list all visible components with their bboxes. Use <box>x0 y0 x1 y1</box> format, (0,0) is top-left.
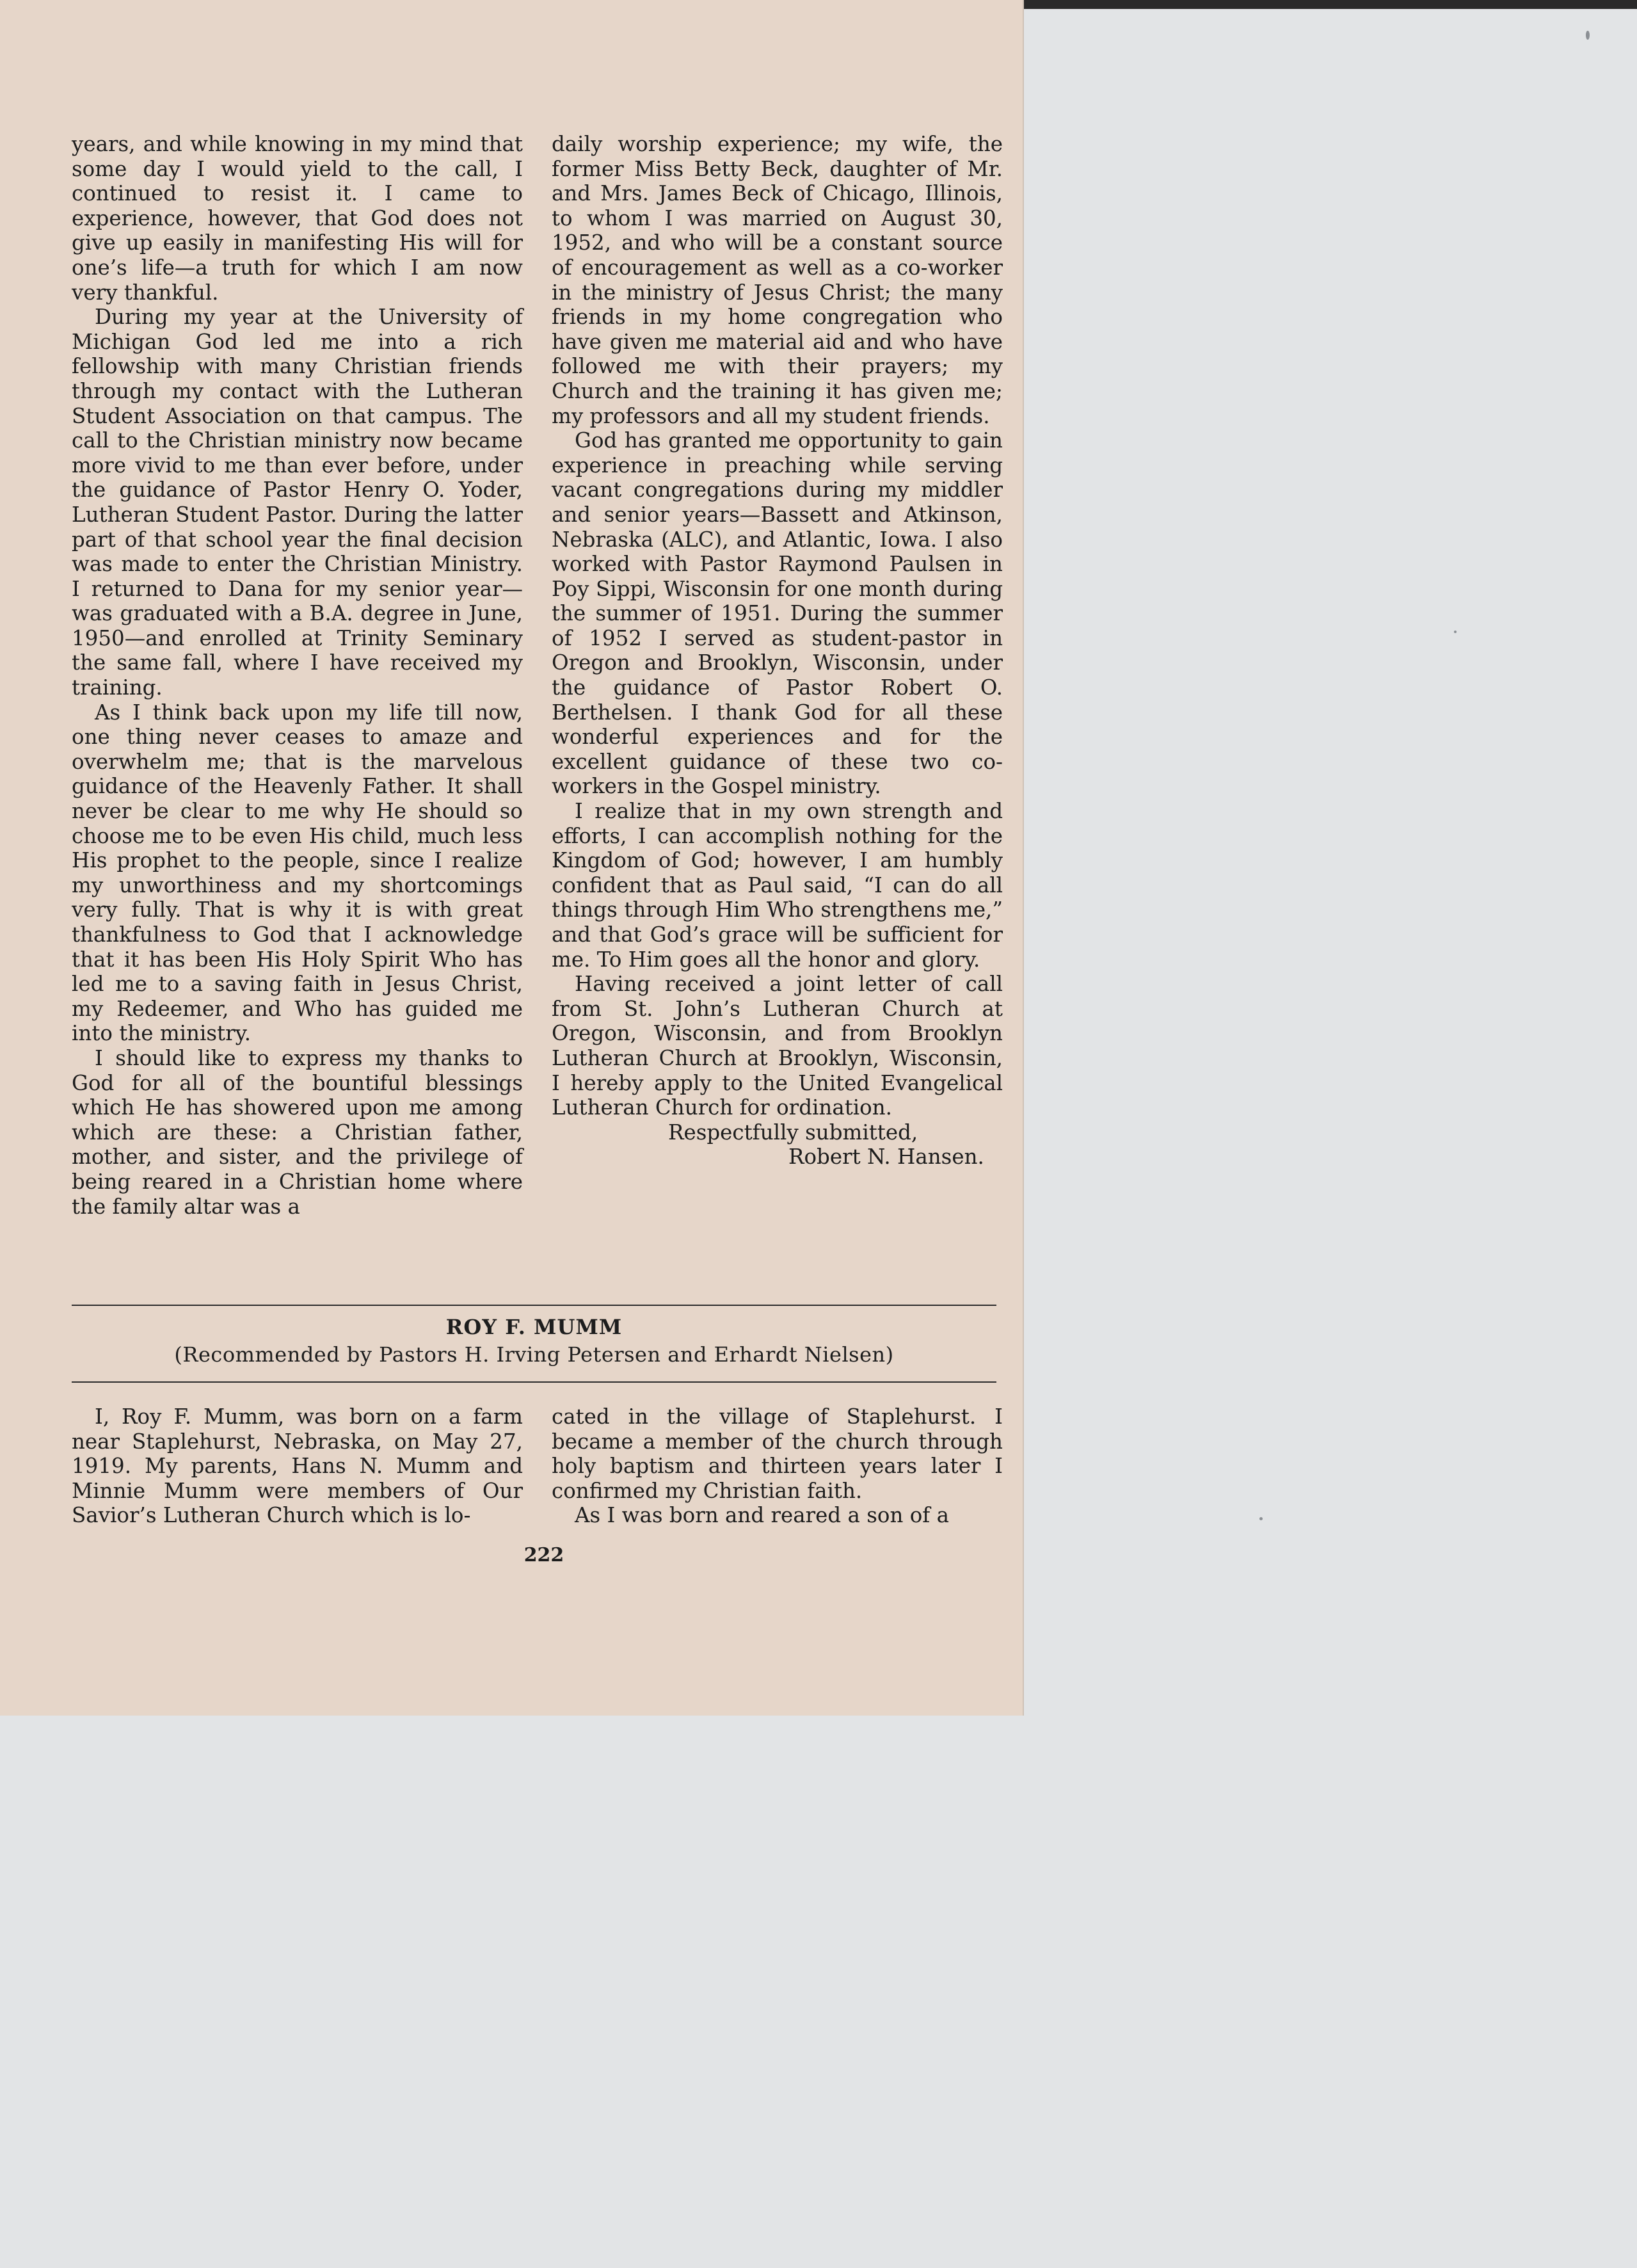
paragraph: I realize that in my own strength and efforts, I can accomplish nothing for the Kingdom of God; however, I am humbly confident that as Paul said, “I can do all things through Him Who strengthens me,” and that God’s grace will be sufficient for me. To Him goes all the honor and glory. <box>552 799 1003 972</box>
closing-text: Respectfully submitted, <box>668 1120 918 1145</box>
paragraph: Having received a joint letter of call from St. John’s Lutheran Church at Oregon, Wisconsin, and from Brooklyn Lutheran Church at Brooklyn, Wisconsin, I hereby apply to the United Evangelical Lutheran Church for ordination. <box>552 972 1003 1120</box>
paragraph: I should like to express my thanks to God for all of the bountiful blessings which He has showered upon me among which are these: a Christian father, mother, and sister, and the privilege of being reared in a Christian home where the family altar was a <box>72 1045 523 1219</box>
right-column-bottom <box>552 1404 1003 1528</box>
left-column-top <box>72 132 523 1219</box>
signature-block <box>552 1120 1003 1170</box>
paragraph: As I think back upon my life till now, one thing never ceases to amaze and overwhelm me; that is the marvelous guidance of the Heavenly Father. It shall never be clear to me why He should so choose me to be even His child, much less His prophet to the people, since I realize my unworthiness and my shortcomings very fully. That is why it is with great thankfulness to God that I acknowledge that it has been His Holy Spirit Who has led me to a saving faith in Jesus Christ, my Redeemer, and Who has guided me into the ministry. <box>72 700 523 1046</box>
section-header <box>72 1314 996 1369</box>
right-column-top <box>552 132 1003 1170</box>
left-column-bottom <box>72 1404 523 1528</box>
paragraph: I, Roy F. Mumm, was born on a farm near Staplehurst, Nebraska, on May 27, 1919. My parents, Hans N. Mumm and Minnie Mumm were members of Our Savior’s Lutheran Church which is lo- <box>72 1404 523 1528</box>
signature-name: Robert N. Hansen. <box>788 1145 984 1170</box>
paragraph: As I was born and reared a son of a <box>575 1503 950 1528</box>
paragraph: During my year at the University of Michigan God led me into a rich fellowship with many Christian friends through my contact with the Lutheran Student Association on that campus. The call to the Christian ministry now became more vivid to me than ever before, under the guidance of Pastor Henry O. Yoder, Lutheran Student Pastor. During the latter part of that school year the final decision was made to enter the Christian Ministry. I returned to Dana for my senior year—was graduated with a B.A. degree in June, 1950—and enrolled at Trinity Seminary the same fall, where I have received my training. <box>72 305 523 700</box>
scan-speck <box>1586 31 1590 40</box>
paragraph: daily worship experience; my wife, the former Miss Betty Beck, daughter of Mr. and Mrs. James Beck of Chicago, Illinois, to whom I was married on August 30, 1952, and who will be a constant source of encouragement as well as a co-worker in the ministry of Jesus Christ; the many friends in my home congregation who have given me material aid and who have followed me with their prayers; my Church and the training it has given me; my professors and all my student friends. <box>552 132 1003 428</box>
scan-speck <box>1454 631 1457 633</box>
section-divider-top <box>72 1305 996 1306</box>
section-subtitle: (Recommended by Pastors H. Irving Petersen and Erhardt Nielsen) <box>174 1342 894 1367</box>
section-title: ROY F. MUMM <box>445 1315 623 1339</box>
paragraph: cated in the village of Staplehurst. I became a member of the church through holy baptism and thirteen years later I confirmed my Christian faith. <box>552 1404 1003 1503</box>
page-number: 222 <box>523 1544 564 1566</box>
paragraph: years, and while knowing in my mind that some day I would yield to the call, I continued to resist it. I came to experience, however, that God does not give up easily in manifesting His will for one’s life—a truth for which I am now very thankful. <box>72 132 523 305</box>
scan-speck <box>1259 1517 1263 1520</box>
section-divider-bottom <box>72 1381 996 1383</box>
scanner-edge <box>998 0 1637 9</box>
paragraph: God has granted me opportunity to gain experience in preaching while serving vacant congregations during my middler and senior years—Bassett and Atkinson, Nebraska (ALC), and Atlantic, Iowa. I also worked with Pastor Raymond Paulsen in Poy Sippi, Wisconsin for one month during the summer of 1951. During the summer of 1952 I served as student-pastor in Oregon and Brooklyn, Wisconsin, under the guidance of Pastor Robert O. Berthelsen. I thank God for all these wonderful experiences and for the excellent guidance of these two co-workers in the Gospel ministry. <box>552 428 1003 799</box>
